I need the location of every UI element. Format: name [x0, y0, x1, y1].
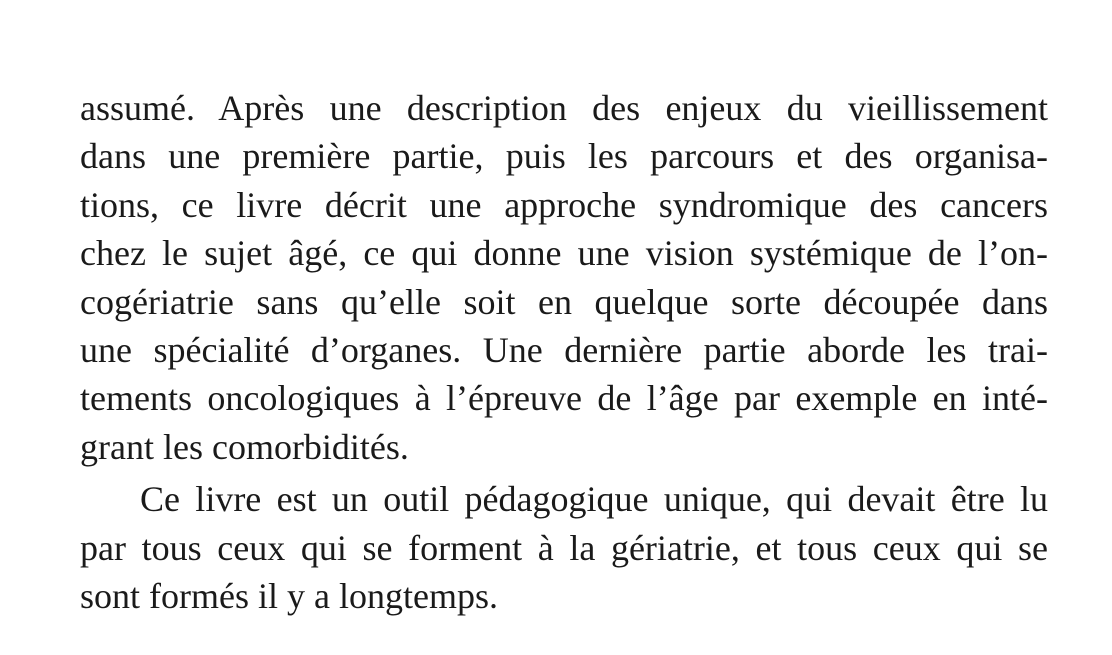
- text-line: cogériatrie sans qu’elle soit en quelque sorte découpée dans: [80, 281, 1048, 322]
- text-line: sont formés il y a longtemps.: [80, 575, 498, 616]
- text-line: tions, ce livre décrit une approche syndromique des cancers: [80, 184, 1048, 225]
- text-line: chez le sujet âgé, ce qui donne une vision systémique de l’on-: [80, 233, 1048, 274]
- text-line: Ce livre est un outil pédagogique unique, qui devait être lu: [140, 479, 1048, 520]
- text-line: tements oncologiques à l’épreuve de l’âge par exemple en inté-: [80, 378, 1048, 419]
- text-line: grant les comorbidités.: [80, 426, 409, 467]
- text-line: dans une première partie, puis les parcours et des organisa-: [80, 136, 1048, 177]
- paragraph-2: [80, 475, 1048, 620]
- document-page: [80, 84, 1048, 620]
- text-line: une spécialité d’organes. Une dernière partie aborde les trai-: [80, 329, 1048, 370]
- text-line: par tous ceux qui se forment à la gériatrie, et tous ceux qui se: [80, 527, 1048, 568]
- paragraph-1: [80, 84, 1048, 471]
- text-line: assumé. Après une description des enjeux du vieillissement: [80, 88, 1048, 128]
